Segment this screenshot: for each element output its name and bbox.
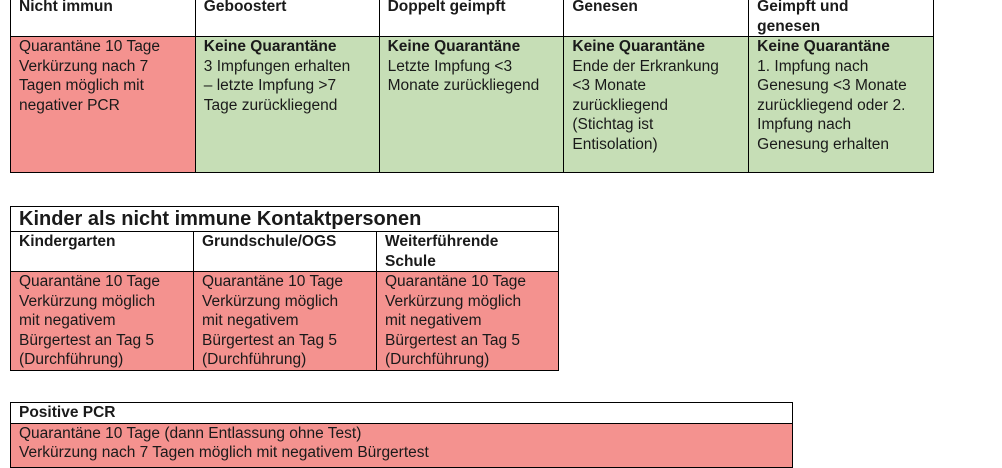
children-contacts-table — [10, 206, 559, 371]
rule-line: Tagen möglich mit — [19, 77, 144, 94]
rule-line: Verkürzung nach 7 Tagen möglich mit negativem Bürgertest — [19, 444, 429, 461]
pcr-header: Positive PCR — [11, 403, 793, 424]
rule-line: Verkürzung möglich — [385, 292, 522, 310]
rule-line: Bürgertest an Tag 5 — [202, 331, 337, 349]
header-geimpft-und-genesen — [749, 0, 934, 37]
rule-line: Verkürzung möglich — [19, 292, 156, 310]
header-text: Nicht immun — [19, 0, 113, 15]
rule-line: (Durchführung) — [385, 351, 490, 368]
header-text: Kindergarten — [19, 233, 116, 250]
header-text: Schule — [385, 252, 436, 270]
pcr-rule-row — [11, 423, 793, 467]
rule-line: Quarantäne 10 Tage — [19, 38, 161, 55]
rule-line: Quarantäne 10 Tage — [385, 273, 527, 290]
rule-title: Keine Quarantäne — [387, 38, 521, 55]
header-text: Weiterführende — [385, 233, 499, 250]
rule-title: Keine Quarantäne — [757, 38, 890, 55]
header-text: Doppelt geimpft — [387, 0, 506, 15]
rule-cell-weiterfuehrende-schule — [377, 272, 559, 371]
rule-line: Letzte Impfung <3 — [387, 57, 513, 75]
immunity-header-row — [11, 0, 934, 37]
header-doppelt-geimpft — [379, 0, 564, 37]
rule-line: Verkürzung nach 7 — [19, 57, 149, 75]
header-text: Genesen — [572, 0, 638, 15]
rule-line: Quarantäne 10 Tage (dann Entlassung ohne Test) — [19, 424, 362, 442]
rule-line: zurückliegend — [572, 96, 669, 114]
rule-line: Impfung nach — [757, 116, 852, 133]
rule-line: mit negativem — [202, 312, 299, 329]
header-grundschule — [194, 232, 377, 272]
rule-line: Tage zurückliegend — [203, 96, 338, 114]
rule-cell-geboostert — [195, 37, 379, 173]
pcr-rule-cell — [11, 423, 793, 467]
rule-line: Genesung erhalten — [757, 135, 890, 153]
rule-line: Verkürzung möglich — [202, 292, 339, 310]
rule-line: <3 Monate — [572, 77, 647, 94]
rule-line: Ende der Erkrankung — [572, 57, 719, 75]
rule-cell-nicht-immun — [11, 37, 196, 173]
rule-cell-doppelt-geimpft — [379, 37, 564, 173]
rule-line: zurückliegend oder 2. — [757, 96, 906, 114]
rule-line: Entisolation) — [572, 135, 658, 153]
rule-line: – letzte Impfung >7 — [203, 77, 337, 94]
rule-cell-kindergarten — [11, 272, 194, 371]
immunity-rule-row — [11, 37, 934, 173]
children-rule-row — [11, 272, 559, 371]
pcr-header-row — [11, 403, 793, 424]
rule-line: (Durchführung) — [202, 351, 307, 368]
children-title-row — [11, 207, 559, 232]
positive-pcr-table — [10, 402, 793, 468]
rule-cell-grundschule — [194, 272, 377, 371]
rule-line: (Stichtag ist — [572, 116, 654, 133]
rule-line: Bürgertest an Tag 5 — [19, 331, 154, 349]
children-header-row — [11, 232, 559, 272]
header-kindergarten — [11, 232, 194, 272]
header-geboostert — [195, 0, 379, 37]
header-weiterfuehrende-schule — [377, 232, 559, 272]
rule-line: negativer PCR — [19, 96, 120, 114]
rule-cell-genesen — [564, 37, 749, 173]
header-genesen — [564, 0, 749, 37]
rule-line: Monate zurückliegend — [387, 77, 540, 94]
header-text: genesen — [757, 17, 821, 35]
rule-line: Genesung <3 Monate — [757, 77, 907, 94]
rule-line: Quarantäne 10 Tage — [202, 273, 344, 290]
children-table-title: Kinder als nicht immune Kontaktpersonen — [11, 207, 559, 232]
header-text: Geboostert — [203, 0, 287, 15]
rule-cell-geimpft-und-genesen — [749, 37, 934, 173]
rule-line: 1. Impfung nach — [757, 57, 869, 75]
rule-title: Keine Quarantäne — [572, 38, 706, 55]
header-nicht-immun — [11, 0, 196, 37]
rule-line: mit negativem — [19, 312, 116, 329]
rule-line: Bürgertest an Tag 5 — [385, 331, 520, 349]
rule-line: 3 Impfungen erhalten — [203, 57, 351, 75]
rule-line: Quarantäne 10 Tage — [19, 273, 161, 290]
header-text: Geimpft und — [757, 0, 849, 15]
header-text: Grundschule/OGS — [202, 233, 337, 250]
rule-line: mit negativem — [385, 312, 482, 329]
immunity-status-table — [10, 0, 934, 173]
rule-line: (Durchführung) — [19, 351, 124, 368]
rule-title: Keine Quarantäne — [203, 38, 337, 55]
